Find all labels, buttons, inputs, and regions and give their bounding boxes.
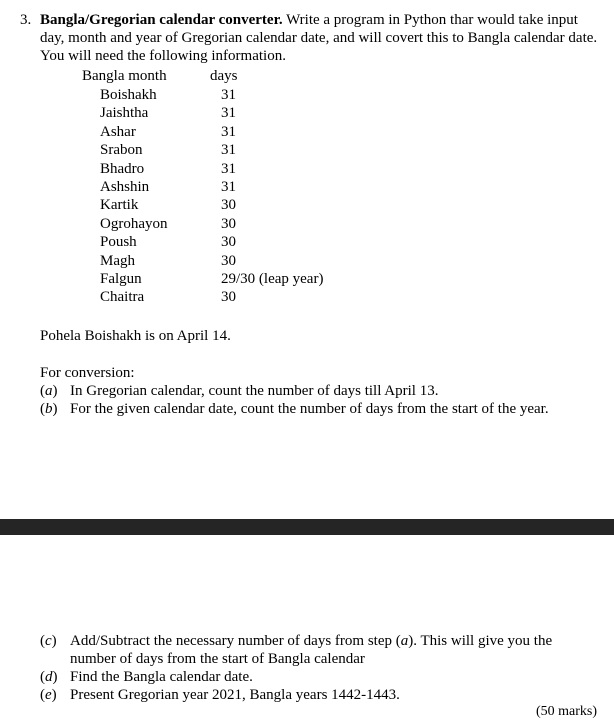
month-name: Ashar — [100, 123, 136, 140]
month-name: Magh — [100, 252, 135, 269]
problem-statement — [40, 11, 600, 65]
header-days: days — [210, 68, 238, 84]
step-c — [40, 632, 600, 668]
month-name: Ashshin — [100, 178, 150, 195]
month-days: 31 — [221, 105, 236, 122]
problem-title: Bangla/Gregorian calendar converter. — [40, 12, 283, 28]
step-text: In Gregorian calendar, count the number of days till April 13. — [70, 383, 439, 399]
step-text: Add/Subtract the necessary number of days from step (a). This will give you the number of days from the start of Bangla calendar — [70, 633, 553, 667]
month-name: Chaitra — [100, 289, 145, 306]
month-name: Kartik — [100, 197, 139, 214]
step-a — [40, 382, 600, 400]
step-label: (e) — [40, 687, 57, 703]
month-days: 30 — [221, 252, 236, 269]
month-days: 30 — [221, 197, 236, 214]
table-row — [82, 86, 382, 104]
table-row — [82, 288, 382, 306]
month-name: Srabon — [100, 142, 143, 159]
month-days: 31 — [221, 123, 236, 140]
month-name: Falgun — [100, 270, 142, 287]
conversion-heading: For conversion: — [40, 365, 135, 381]
table-row — [82, 233, 382, 251]
month-days: 31 — [221, 160, 236, 177]
table-row — [82, 252, 382, 270]
table-row — [82, 104, 382, 122]
header-bangla-month: Bangla month — [82, 68, 167, 84]
step-text: For the given calendar date, count the number of days from the start of the year. — [70, 401, 549, 417]
table-rows — [82, 86, 382, 307]
pohela-boishakh-note: Pohela Boishakh is on April 14. — [40, 328, 231, 344]
step-label: (a) — [40, 383, 58, 399]
month-days: 31 — [221, 87, 236, 103]
step-label: (d) — [40, 669, 58, 685]
month-name: Bhadro — [100, 160, 145, 177]
table-row — [82, 141, 382, 159]
marks-cut-off: (50 marks) — [536, 704, 598, 719]
month-days: 31 — [221, 142, 236, 159]
step-label: (c) — [40, 633, 57, 649]
month-days: 31 — [221, 178, 236, 195]
month-name: Poush — [100, 234, 137, 251]
month-days: 29/30 (leap year) — [221, 270, 324, 287]
table-row — [82, 178, 382, 196]
table-row — [82, 160, 382, 178]
step-b — [40, 400, 600, 418]
problem-body: Write a program in Python thar would take input day, month and year of Gregorian calendar date, and will covert this to Bangla calendar date. You will need the following information. — [40, 12, 598, 64]
month-days: 30 — [221, 234, 236, 251]
step-text: Present Gregorian year 2021, Bangla years 1442-1443. — [70, 687, 400, 703]
month-name: Jaishtha — [100, 105, 149, 122]
step-text: Find the Bangla calendar date. — [70, 669, 253, 685]
table-row — [82, 270, 382, 288]
step-e — [40, 686, 600, 704]
table-row — [82, 196, 382, 214]
page-divider-band — [0, 519, 614, 535]
problem-number: 3. — [20, 12, 32, 28]
conversion-steps-a-b — [40, 382, 600, 418]
table-row — [82, 123, 382, 141]
conversion-steps-c-e — [40, 632, 600, 704]
month-days: 30 — [221, 215, 236, 232]
month-name: Boishakh — [100, 87, 157, 103]
month-name: Ogrohayon — [100, 215, 168, 232]
step-label: (b) — [40, 401, 58, 417]
month-days: 30 — [221, 289, 236, 306]
step-d — [40, 668, 600, 686]
table-row — [82, 215, 382, 233]
